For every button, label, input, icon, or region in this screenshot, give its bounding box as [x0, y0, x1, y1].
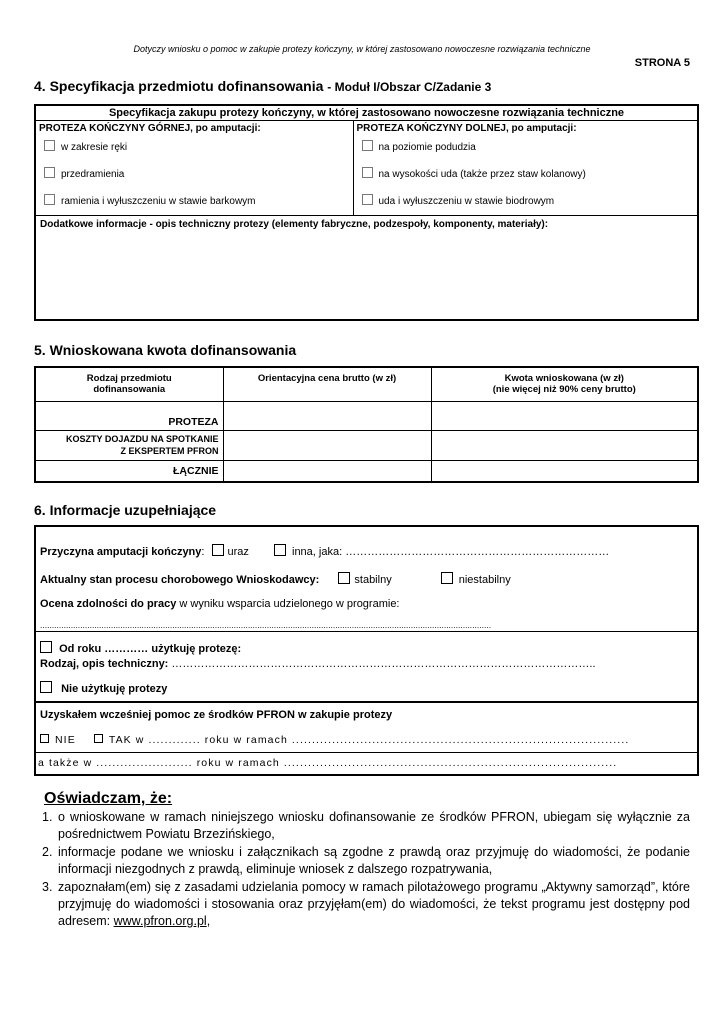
state-stable-label: stabilny [354, 574, 392, 586]
divider [36, 701, 697, 703]
option-label: w zakresie ręki [61, 141, 128, 153]
checkbox[interactable] [362, 167, 373, 178]
work-ability-desc: w wyniku wsparcia udzielonego w programie: [176, 598, 400, 610]
total-price-field[interactable] [223, 460, 431, 482]
work-ability-label: Ocena zdolności do pracy [40, 598, 177, 610]
spec-table [34, 104, 699, 321]
prosthesis-price-field[interactable] [223, 401, 431, 430]
cause-other-checkbox[interactable] [274, 544, 286, 556]
pfron-yes-label[interactable]: TAK w ............. roku w ramach .................................................................................... [108, 734, 630, 746]
declaration-item [42, 809, 690, 843]
divider [36, 631, 697, 632]
upper-limb-cell [35, 120, 353, 215]
work-ability-field[interactable]: ............................................................................................................................................................................................... [40, 620, 492, 630]
work-ability-row [40, 598, 400, 610]
since-year-row [40, 641, 241, 655]
travel-amount-field[interactable] [431, 430, 698, 460]
type-label: Rodzaj, opis techniczny: [40, 658, 169, 670]
section5-title: 5. Wnioskowana kwota dofinansowania [34, 342, 297, 358]
not-using-label: Nie użytkuję protezy [61, 683, 168, 695]
not-using-checkbox[interactable] [40, 681, 52, 693]
state-unstable-label: niestabilny [458, 574, 511, 586]
disease-state-label: Aktualny stan procesu chorobowego Wnioskodawcy: [40, 574, 320, 586]
cause-injury-label: uraz [227, 546, 249, 558]
col-amount-header: Kwota wnioskowana (w zł) (nie więcej niż 90% ceny brutto) [431, 367, 698, 401]
link-suffix: , [206, 914, 211, 928]
disease-state-row [40, 572, 511, 586]
checkbox[interactable] [362, 194, 373, 205]
item-number: 2. [42, 845, 53, 859]
lower-option-hip[interactable] [354, 188, 698, 215]
option-label: ramienia i wyłuszczeniu w stawie barkowym [61, 195, 256, 207]
row-total-label: ŁĄCZNIE [35, 460, 223, 482]
declaration-title: Oświadczam, że: [44, 790, 173, 807]
state-stable-checkbox[interactable] [338, 572, 350, 584]
travel-price-field[interactable] [223, 430, 431, 460]
pfron-also-row[interactable]: a także w ........................ roku w ramach ................................................................................... [38, 757, 618, 769]
amputation-cause-row [40, 544, 609, 558]
upper-option-hand[interactable] [36, 137, 353, 161]
item-text: informacje podane we wniosku i załącznikach są zgodne z prawdą oraz przyjmuję do wiadomości, że podanie informacji niezgodnych z prawdą, eliminuje wniosek z dalszego rozpatrywania, [58, 845, 690, 876]
lower-option-shin[interactable] [354, 137, 698, 161]
checkbox[interactable] [44, 194, 55, 205]
page-number: STRONA 5 [634, 57, 690, 69]
prosthesis-amount-field[interactable] [431, 401, 698, 430]
row-travel-label: KOSZTY DOJAZDU NA SPOTKANIE Z EKSPERTEM PFRON [35, 430, 223, 460]
item-number: 3. [42, 880, 53, 894]
type-field[interactable]: …………………………………………………………………………………………………….. [168, 658, 596, 670]
declaration-item [42, 879, 690, 930]
type-row [40, 658, 596, 670]
section4-title [34, 78, 491, 94]
lower-option-thigh[interactable] [354, 161, 698, 188]
pfron-no-checkbox[interactable] [40, 734, 49, 743]
item-number: 1. [42, 810, 53, 824]
cause-other-label: inna, jaka: ……………………………………………………………… [292, 546, 610, 558]
divider [36, 752, 697, 753]
col-price-header: Orientacyjna cena brutto (w zł) [223, 367, 431, 401]
declaration-item [42, 844, 690, 878]
total-amount-field[interactable] [431, 460, 698, 482]
option-label: uda i wyłuszczeniu w stawie biodrowym [378, 195, 555, 207]
since-year-checkbox[interactable] [40, 641, 52, 653]
cause-injury-checkbox[interactable] [212, 544, 224, 556]
amputation-cause-label: Przyczyna amputacji kończyny [40, 546, 202, 558]
supplementary-info-box [34, 525, 699, 776]
pfron-help-label: Uzyskałem wcześniej pomoc ze środków PFRON w zakupie protezy [40, 709, 393, 721]
lower-limb-cell [353, 120, 698, 215]
item-text-wrap [58, 879, 690, 930]
spec-table-header: Specyfikacja zakupu protezy kończyny, w której zastosowano nowoczesne rozwiązania techniczne [35, 105, 698, 120]
option-label: na poziomie podudzia [378, 141, 476, 153]
not-using-row [40, 681, 167, 695]
checkbox[interactable] [362, 140, 373, 151]
amputation-cause-colon: : [201, 546, 205, 558]
state-unstable-checkbox[interactable] [441, 572, 453, 584]
additional-info-label: Dodatkowe informacje - opis techniczny protezy (elementy fabryczne, podzespoły, komponenty, materiały): [40, 218, 549, 230]
section6-title: 6. Informacje uzupełniające [34, 502, 217, 518]
upper-option-arm[interactable] [36, 188, 353, 215]
section4-subtitle: - Moduł I/Obszar C/Zadanie 3 [327, 80, 492, 94]
pfron-link[interactable]: www.pfron.org.pl [113, 914, 207, 928]
since-year-label: Od roku ………… użytkuję protezę: [59, 643, 242, 655]
header-note: Dotyczy wniosku o pomoc w zakupie protezy kończyny, w której zastosowano nowoczesne rozwiązania techniczne [133, 44, 591, 54]
pfron-no-label: NIE [55, 734, 76, 746]
section4-title-text: 4. Specyfikacja przedmiotu dofinansowania [34, 78, 324, 94]
additional-info-field[interactable] [35, 215, 698, 320]
option-label: na wysokości uda (także przez staw kolanowy) [378, 168, 586, 180]
upper-option-forearm[interactable] [36, 161, 353, 188]
item-text: zapoznałam(em) się z zasadami udzielania pomocy w ramach pilotażowego programu „Aktywny samorząd”, które przyjmuję do wiadomości i stosowania oraz przyjęłam(em) do wiadomości, że tekst programu jest dostępny pod adresem: [58, 880, 690, 928]
pfron-no-yes-row [40, 734, 629, 746]
checkbox[interactable] [44, 167, 55, 178]
declaration-list [42, 809, 690, 931]
lower-limb-title: PROTEZA KOŃCZYNY DOLNEJ, po amputacji: [356, 122, 577, 134]
option-label: przedramienia [61, 168, 125, 180]
pfron-yes-checkbox[interactable] [94, 734, 103, 743]
checkbox[interactable] [44, 140, 55, 151]
upper-limb-title: PROTEZA KOŃCZYNY GÓRNEJ, po amputacji: [39, 122, 261, 134]
pfron-help-row [40, 709, 392, 721]
row-prosthesis-label: PROTEZA [35, 401, 223, 430]
amount-table [34, 366, 699, 483]
item-text: o wnioskowane w ramach niniejszego wniosku dofinansowanie ze środków PFRON, ubiegam się wyłącznie za pośrednictwem Powiatu Brzezińskiego, [58, 810, 690, 841]
col-type-header: Rodzaj przedmiotu dofinansowania [35, 367, 223, 401]
